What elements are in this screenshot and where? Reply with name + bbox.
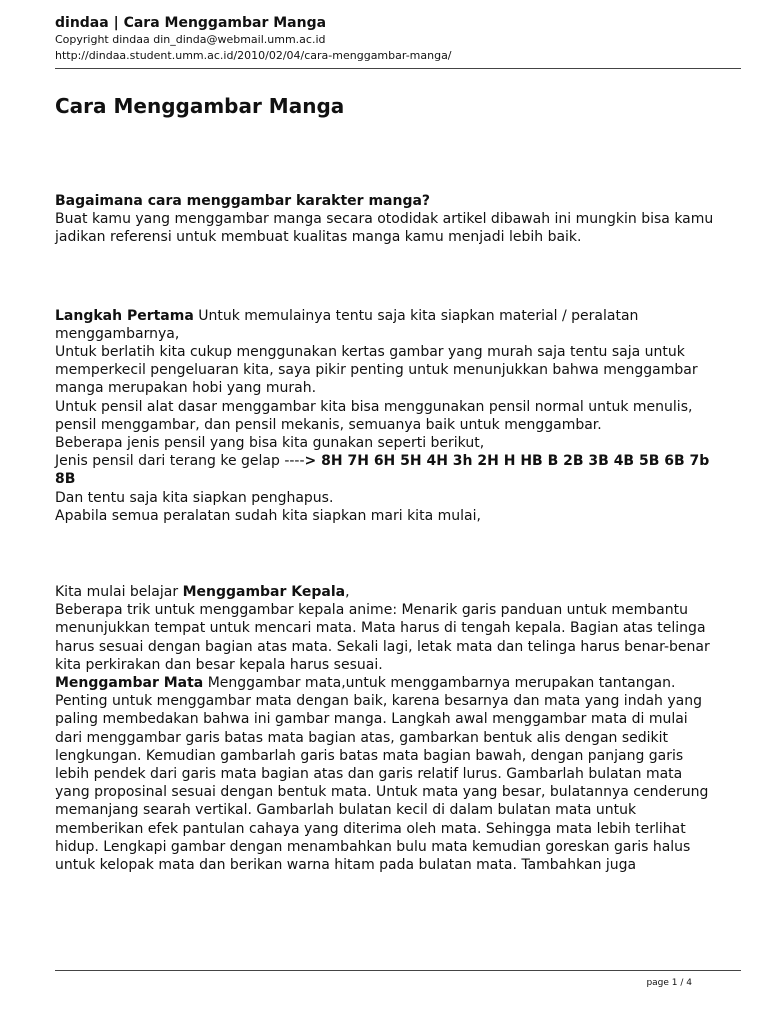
page-number: page 1 / 4 (646, 978, 692, 988)
step-one-text: Untuk memulainya tentu saja kita siapkan material / peralatan menggambarnya, (55, 307, 639, 342)
header-divider (55, 68, 741, 69)
head-paragraph: Beberapa trik untuk menggambar kepala anime: Menarik garis panduan untuk membantu menunjukkan tempat untuk mencari mata. Mata harus di tengah kepala. Bagian atas telinga harus sesuai dengan bagian atas mata. Sekali lagi, letak mata dan telinga harus benar-benar kita perkirakan dan besar kepala harus sesuai. (55, 602, 710, 673)
spacer (55, 525, 715, 583)
ready-paragraph: Apabila semua peralatan sudah kita siapkan mari kita mulai, (55, 507, 481, 524)
head-section-heading: Menggambar Kepala (182, 584, 346, 601)
footer-divider (55, 970, 741, 971)
eye-paragraph (55, 674, 715, 874)
spacer (55, 247, 715, 307)
header-url: http://dindaa.student.umm.ac.id/2010/02/04/cara-menggambar-manga/ (55, 49, 452, 62)
header-site-title: dindaa | Cara Menggambar Manga (55, 15, 327, 31)
header-copyright: Copyright dindaa din_dinda@webmail.umm.ac.id (55, 33, 326, 46)
intro-question-text: Bagaimana cara menggambar karakter manga? (55, 193, 431, 209)
pencil-types-paragraph: Beberapa jenis pensil yang bisa kita gunakan seperti berikut, (55, 435, 485, 452)
intro-paragraph: Buat kamu yang menggambar manga secara otodidak artikel dibawah ini mungkin bisa kamu jadikan referensi untuk membuat kualitas manga kamu menjadi lebih baik. (55, 211, 714, 246)
document-title: Cara Menggambar Manga (55, 94, 345, 118)
paper-paragraph: Untuk berlatih kita cukup menggunakan kertas gambar yang murah saja tentu saja untuk memperkecil pengeluaran kita, saya pikir penting untuk menunjukkan bahwa menggambar manga merupakan hobi yang murah. (55, 344, 698, 397)
head-section-intro (55, 583, 715, 601)
document-body (55, 192, 715, 874)
step-one-paragraph (55, 307, 715, 343)
pencil-grades-list: > 8H 7H 6H 5H 4H 3h 2H H HB B 2B 3B 4B 5B 6B 7b 8B (55, 453, 710, 488)
page-header (55, 14, 741, 64)
intro-question (55, 192, 715, 210)
head-section-prefix: Kita mulai belajar (55, 584, 183, 601)
eye-section-heading: Menggambar Mata (55, 675, 204, 692)
pencil-grades-prefix: Jenis pensil dari terang ke gelap ---- (55, 453, 305, 470)
step-one-heading: Langkah Pertama (55, 307, 194, 324)
head-section-suffix: , (345, 584, 350, 601)
eye-section-text: Menggambar mata,untuk menggambarnya merupakan tantangan. Penting untuk menggambar mata dengan baik, karena besarnya dan mata yang indah yang paling membedakan bahwa ini gambar manga. Langkah awal menggambar mata di mulai dari menggambar garis batas mata bagian atas, gambarkan bentuk alis dengan sedikit lengkungan. Kemudian gambarlah garis batas mata bagian bawah, dengan panjang garis lebih pendek dari garis mata bagian atas dan garis relatif lurus. Gambarlah bulatan mata yang proposinal sesuai dengan bentuk mata. Untuk mata yang besar, bulatannya cenderung memanjang searah vertikal. Gambarlah bulatan kecil di dalam bulatan mata untuk memberikan efek pantulan cahaya yang diterima oleh mata. Sehingga mata lebih terlihat hidup. Lengkapi gambar dengan menambahkan bulu mata kemudian goreskan garis halus untuk kelopak mata dan berikan warna hitam pada bulatan mata. Tambahkan juga (55, 675, 709, 874)
pencil-grades-paragraph (55, 452, 715, 488)
eraser-paragraph: Dan tentu saja kita siapkan penghapus. (55, 489, 334, 506)
pencil-paragraph: Untuk pensil alat dasar menggambar kita bisa menggunakan pensil normal untuk menulis, pensil menggambar, dan pensil mekanis, semuanya baik untuk menggambar. (55, 398, 693, 433)
